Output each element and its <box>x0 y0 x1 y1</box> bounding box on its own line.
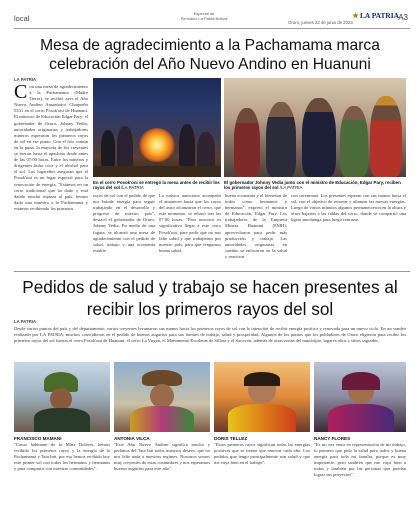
story1-col2: rayos de sol con el pedido de que nos brinde energía para seguir trabajando en el desarrollo y progreso de nuestro país", destacó el gobernador de Oruro, Johnny Vedia. En medio de una fogata, se alcanzó una mesa de agradecimiento con el pedido de salud, trabajo y una economía estable. <box>93 193 155 253</box>
story1-col5: con ceremonia. Los presentes esperan con sus manos hacia el sol, con el objetivo de renovar y afianzar las nuevas energías. Luego de varios minutos algunos permanecieron en la altura y otros bajaron a las faldas del cerro, donde se compartió una ligera muchanga para luego retirarse. <box>291 193 406 223</box>
body-shape <box>328 404 394 432</box>
newspaper-logo <box>352 11 399 20</box>
person-name: DORIS TELLEZ <box>214 436 248 441</box>
hood-shape <box>342 372 380 390</box>
photo2-caption-text: El gobernador Johnny Vedia junto con el ministro de Educación, Edgar Pary, reciben los primeros rayos del sol <box>224 180 401 191</box>
face-shape <box>150 384 174 408</box>
story1-col3: La música autóctona acompañó el amanecer hasta que los rayos del astro alcanzaron el cerro, que este momento, se rebasó tras las 07:00 horas. "Para nosotros es significativo llegar a este cerro Posok'oni, para pedir que no nos falte salud y que trabajemos por nuestro país, para que tengamos buena salud, <box>159 193 221 253</box>
photo-night-ceremony <box>93 78 221 177</box>
story1-lead: on una mesa de agradecimiento a la Pachamama (Madre Tierra), se recibió ayer el Año Nuevo Andino Amazónico Chaqueño 5531 en el cerro Posok'oni de Huanuni. <box>14 84 88 114</box>
person-silhouette <box>179 124 195 170</box>
page-header <box>14 10 410 29</box>
body-shape <box>34 408 90 432</box>
dropcap: C <box>14 84 28 103</box>
person-figure <box>266 102 296 177</box>
person-name: ANTONIA VILCA <box>114 436 150 441</box>
photo-antonia-vilca <box>114 362 210 432</box>
person-quote: "Como habitante de la Mina Dolores, hemos recibido los primeros rayos y la energía de la Pachamama y Tata Inti, por eso hemos recibido hoy este primer sol con todos los hermanos y hermanas y para compartir con nuestras comunidades". <box>14 442 110 472</box>
photo-doris-tellez <box>214 362 310 432</box>
issue-date: Oruro, jueves 22 de junio de 2023 <box>288 20 353 25</box>
person-figure <box>234 108 260 177</box>
logo-text: LA PATRIA <box>360 11 399 20</box>
body-shape <box>228 404 296 432</box>
bonfire-glow <box>139 128 175 162</box>
photo-authorities <box>224 78 406 177</box>
photo1-caption-text: En el cerro Posok'oni se entregó la mesa antes de recibir los rayos del sol <box>93 180 220 191</box>
story1-col1-text: El ministro de Educación Edgar Pary; el gobernador de Oruro, Johnny Vedia; autoridades originarias y trabajadores mineros esperaron los primeros rayos de sol en ese punto. Con el frío común en la puna, la mayoría de los creyentes se fueron hasta el apacheta desde antes de las 07:00 horas. Entre los mineros y dirigentes hubo coca y el alcohol para el sol. Los lugareños aseguran que el Posok'oni es un lugar especial para la renovación de energía. "Estamos en un cerro tradicional que ha dado y está dando mucha riqueza al país, hemos dado una muestra a la Pachamama y estamos recibiendo los primeros <box>14 114 88 211</box>
person-quote: "Es mi vez venir en representación de mi trabajo, lo primero que pido la salud para todos y buena energía para toda mi familia, porque es muy importante, pero también que me vaya bien a todos y también por las personas que puedan lograr sus proyectos". <box>314 442 406 478</box>
photo1-caption <box>93 180 221 191</box>
story1-headline: Mesa de agradecimiento a la Pachamama marca celebración del Año Nuevo Andino en Huanuni <box>40 37 380 73</box>
story2-headline: Pedidos de salud y trabajo se hacen presentes al recibir los primeros rayos del sol <box>22 277 398 319</box>
header-center-line: Especial de <box>193 11 215 16</box>
person-name: NANCY FLORES <box>314 436 351 441</box>
header-center-line: Periódico La Patria Bolivia <box>180 16 228 21</box>
hair-shape <box>244 372 280 386</box>
person-figure <box>370 96 402 177</box>
story1-col1 <box>14 84 88 270</box>
story-divider <box>14 271 410 272</box>
body-shape <box>130 406 194 432</box>
photo1-credit: /LA PATRIA <box>121 185 144 191</box>
person-name: FRANCISCO MAMANI <box>14 436 62 441</box>
photo2-credit: /LA PATRIA <box>279 185 303 191</box>
star-logo-icon <box>352 12 359 19</box>
story2-byline: LA PATRIA <box>14 319 37 324</box>
photo2-caption <box>224 180 406 191</box>
person-figure <box>340 106 368 177</box>
header-center <box>174 11 234 21</box>
person-silhouette <box>117 126 133 170</box>
story1-byline: LA PATRIA <box>14 77 37 82</box>
person-quote: "Estos primeros rayos significan todas las energías positivas que se tienen que renovar cada año. Los pedidos que tengo principalmente son salud y que me vaya bien en el trabajo". <box>214 442 310 466</box>
photo-francisco-mamani <box>14 362 110 432</box>
story2-intro: Desde varios puntos del país y del departamento, varios creyentes levantaron sus manos hacia los primeros rayos de sol con la intención de recibir energía positiva y renovada para un nuevo ciclo. En un sondeo realizado por LA PATRIA, muchos coincidieron en el pedido de buenos augurios para sus fuentes de trabajo, salud y prosperidad. Algunos de los puntos que los pobladores de Oruro eligieron para recibir los primeros rayos del sol fueron el cerro Posok'oni de Huanuni, el cerro La Virgen, el Monumento Escaleras de Sillota y el Socavón, además de otras zonas del municipio, lugares altos y sitios sagrados. <box>14 326 406 343</box>
story1-col4: buena economía y el bienestar de todos como hermanos y hermanas", expresó el ministro de Educación, Edgar Pary. Los trabajadores de la Empresa Minera Huanuni (EMH), aprovecharon para pedir más producción y trabajo. Las autoridades originarias en cambio se enfocaron en la salud y reactivar <box>225 193 287 259</box>
person-silhouette <box>101 130 115 168</box>
page-number: A3 <box>398 13 408 22</box>
person-figure <box>302 98 336 177</box>
photo-nancy-flores <box>314 362 406 432</box>
person-quote: "Este Año Nuevo Andino significa mucho y pedimos del Tata Inti todos nuestros deseos, que no nos falte nada a nuestros regimes. Nosotros somos muy creyentes de estas costumbres y nos esperamos buenos augurios para este año". <box>114 442 210 472</box>
section-label: local <box>14 14 30 23</box>
face-shape <box>50 388 72 410</box>
ground <box>93 166 221 177</box>
